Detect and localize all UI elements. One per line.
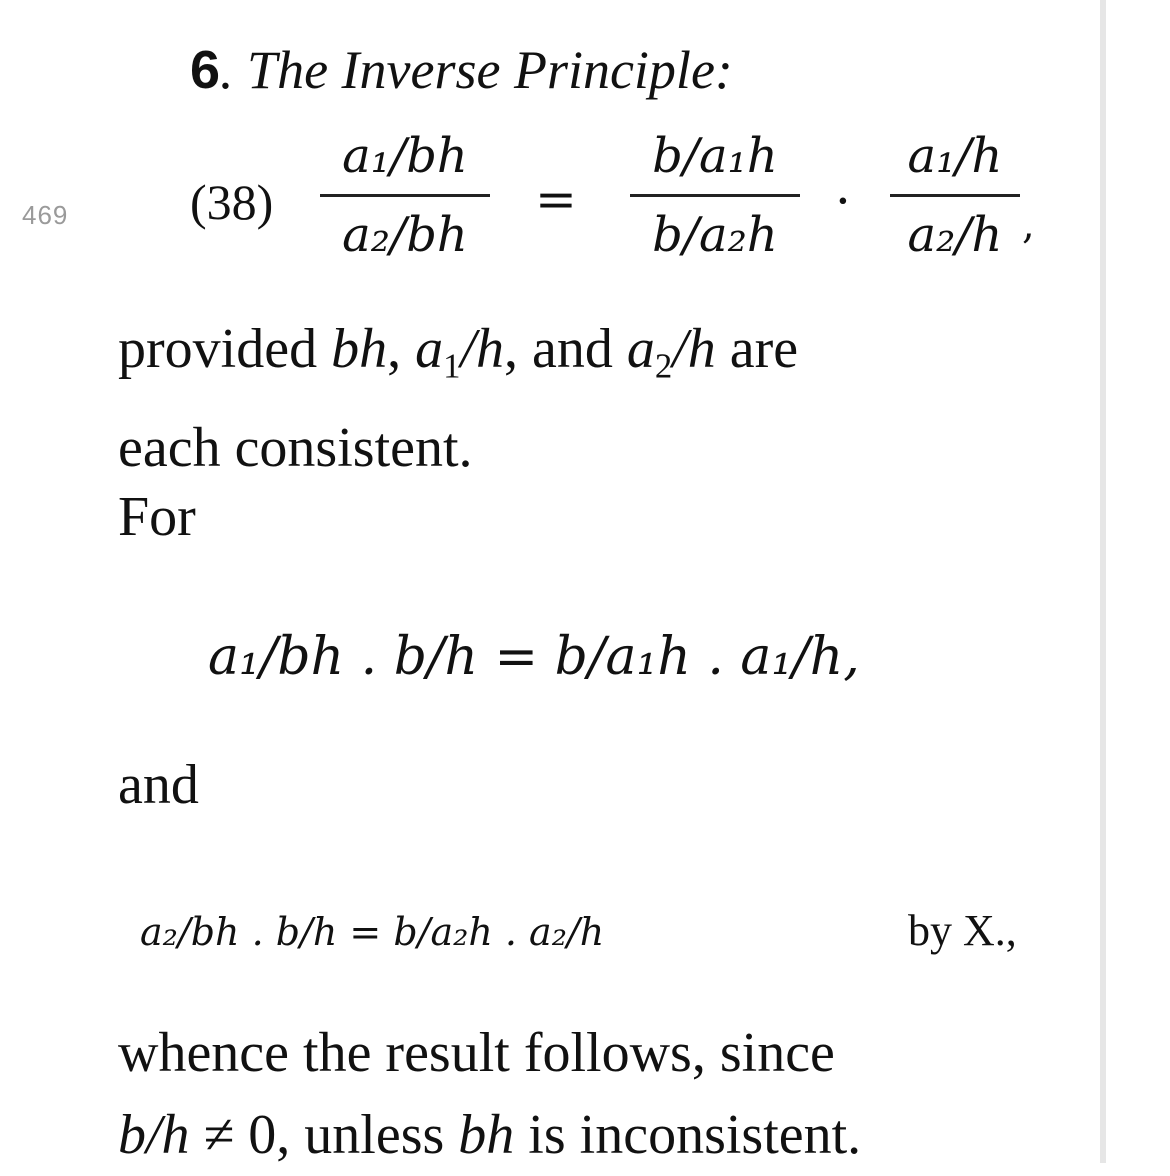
page-edge-divider: [1100, 0, 1106, 1163]
multiplication-dot: ·: [835, 172, 851, 230]
math-variable: b/h: [118, 1104, 190, 1166]
fraction-denominator: b/a₂h: [652, 207, 778, 263]
page-number: 469: [22, 200, 69, 230]
equation-comma: ,: [1022, 202, 1035, 248]
math-variable: bh: [458, 1104, 515, 1166]
fraction-numerator: b/a₁h: [652, 128, 778, 184]
math-variable: a: [626, 318, 655, 380]
fraction-numerator: a₁/h: [907, 128, 1003, 184]
fraction-numerator: a₁/bh: [342, 128, 468, 184]
math-subscript: 1: [443, 346, 461, 386]
section-heading: [190, 38, 733, 102]
math-variable: a: [415, 318, 444, 380]
text-run: is inconsistent.: [514, 1104, 862, 1166]
section-number: 6: [190, 40, 221, 100]
fraction-denominator: a₂/h: [907, 207, 1003, 263]
fraction-lhs: [320, 120, 490, 271]
fraction-denominator: a₂/bh: [342, 207, 468, 263]
math-variable: bh: [331, 318, 388, 380]
display-equation-2: a₂/bh . b/h = b/a₂h . a₂/h: [140, 910, 605, 954]
equation-38: [190, 120, 1070, 300]
fraction-bar: [630, 194, 800, 197]
math-variable: /h: [672, 318, 716, 380]
equation-label: (38): [190, 174, 274, 230]
fraction-rhs-second: [890, 120, 1020, 271]
paragraph-line: each consistent.: [118, 417, 473, 480]
text-run: provided: [118, 318, 332, 380]
paragraph-whence: [118, 1012, 861, 1176]
equation-reference: by X.,: [908, 906, 1017, 955]
paragraph-line: [118, 308, 798, 407]
math-subscript: 2: [654, 346, 673, 386]
equals-sign: =: [535, 170, 577, 228]
text-run: ,: [387, 318, 416, 380]
text-run: ≠ 0, unless: [189, 1104, 459, 1166]
paragraph-provided: [118, 308, 798, 489]
text-run: are: [715, 318, 799, 380]
fraction-bar: [320, 194, 490, 197]
paragraph-line: whence the result follows, since: [118, 1022, 835, 1084]
fraction-bar: [890, 194, 1020, 197]
fraction-rhs-first: [630, 120, 800, 271]
for-word: For: [118, 486, 196, 548]
text-run: , and: [503, 318, 627, 380]
paragraph-line: [118, 1094, 861, 1176]
math-variable: /h: [460, 318, 504, 380]
display-equation-1: a₁/bh . b/h = b/a₁h . a₁/h,: [208, 627, 860, 687]
and-word: and: [118, 754, 199, 816]
section-title: . The Inverse Principle:: [220, 40, 733, 100]
